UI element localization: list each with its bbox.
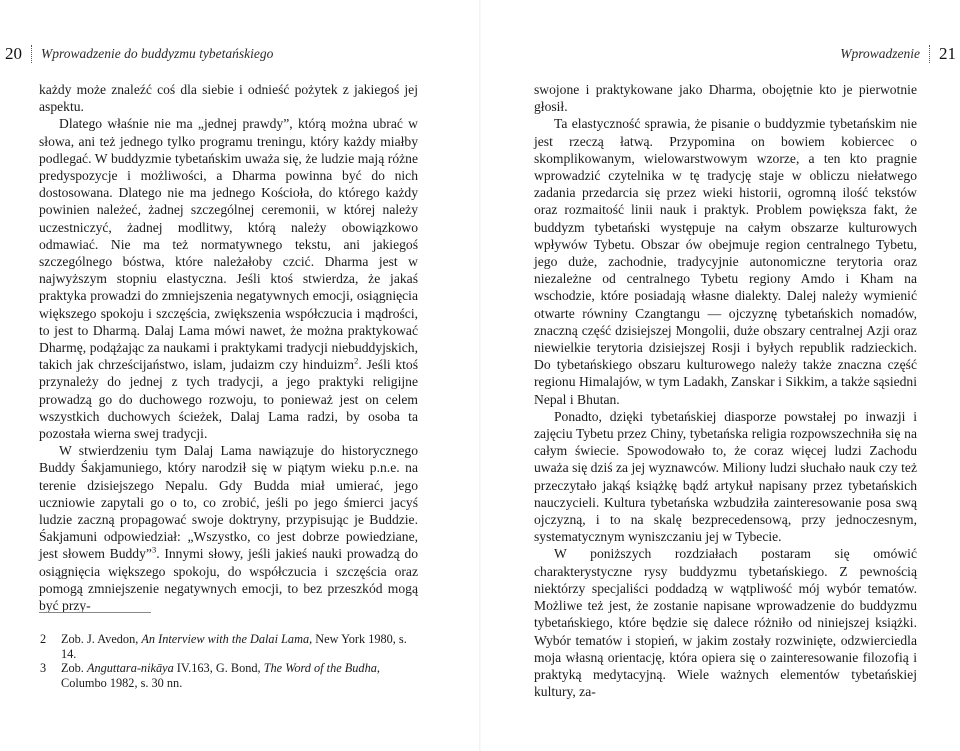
footnote-title: An Interview with the Dalai Lama	[141, 632, 310, 646]
left-page	[0, 0, 479, 751]
paragraph: W poniższych rozdziałach postaram się omówić charakterystyczne rysy buddyzmu tybetańskiego. Z pewnością niektórzy specjaliści poddadzą w wątpliwość mój wybór tematów. Możliwe też jest, że zostanie napisane wprowadzenie do buddyzmu tybetańskiego, które będzie się dalece różniło od niniejszej książki. Wybór tematów i stopień, w jakim zostały rozwinięte, odzwierciedla moja własną orientację, która opiera się o zainteresowanie filozofią i praktyką medytacyjną. Wiele ważnych elementów tybetańskiej kultury, za-	[534, 546, 917, 700]
running-head: Wprowadzenie do buddyzmu tybetańskiego	[41, 46, 274, 61]
paragraph: Ponadto, dzięki tybetańskiej diasporze powstałej po inwazji i zajęciu Tybetu przez Chiny, tybetańska religia rozpowszechniła się na całym świecie. Spowodowało to, że coraz więcej ludzi Zachodu uważa się dziś za jej wyznawców. Miliony ludzi słuchało nauk czy też przeczytało jakąś książkę bądź artykuł napisany przez tybetańskich nauczycieli. Kultura tybetańska wzbudziła zainteresowanie posa swą ojczyzną, i to na skalę bezprecedensową, przy jednoczesnym, systematycznym wyniszczaniu jej w Tybecie.	[534, 408, 917, 545]
footnote-text	[61, 632, 421, 661]
footnote-number: 2	[40, 632, 47, 646]
paragraph: każdy może znaleźć coś dla siebie i odnieść pożytek z jakiegoś jej aspektu.	[39, 82, 418, 115]
left-page-header	[5, 44, 273, 64]
paragraph: swojone i praktykowane jako Dharma, obojętnie kto je pierwotnie głosił.	[534, 82, 917, 115]
paragraph-text: . Jeśli ktoś przynależy do jednej z tych tradycji, a jego praktyki religijne prowadzą go do duchowego rozwoju, to ponieważ jest on celem wszystkich duchowych ścieżek, Dalaj Lama radzi, by osoba ta pozostała wierna swej tradycji.	[39, 357, 418, 442]
footnote-number: 3	[40, 661, 47, 676]
paragraph-text: W stwierdzeniu tym Dalaj Lama nawiązuje do historycznego Buddy Śakjamuniego, który narodził się w piątym wieku p.n.e. na terenie dzisiejszego Nepalu. Gdy Budda miał umierać, jego uczniowie zapytali go o to, co zrobić, jeśli po jego śmierci jacyś ludzie zaczną propagować swoje doktryny, przypisując je Buddzie. Śakjamuni odpowiedział: „Wszystko, co jest dobrze powiedziane, jest słowem Buddy”	[39, 443, 418, 562]
footnotes	[39, 632, 421, 690]
header-separator	[929, 45, 930, 63]
footnote-title: The Word of the Budha	[263, 661, 377, 676]
right-page-body	[534, 81, 917, 700]
footnote-divider	[39, 612, 151, 613]
footnote-text-part: IV.163, G. Bond,	[173, 661, 264, 676]
footnote-text	[61, 661, 421, 690]
paragraph: Ta elastyczność sprawia, że pisanie o buddyzmie tybetańskim nie jest rzeczą łatwą. Przypomina on bowiem kobiercec o skomplikowanym, wielowarstwowym wzorze, a ten kto pragnie wprowadzić czytelnika w tę tradycję staje w obliczu niełatwego zadania przedarcia się przez wieki historii, ogromną ilość tekstów oraz rozmaitość linii nauk i praktyk. Problem powiększa fakt, że buddyzm tybetański występuje na całym obszarze kulturowych wpływów Tybetu. Obszar ów obejmuje region centralnego Tybetu, jego duże, zachodnie, tradycyjnie autonomiczne terytoria oraz niezależne od centralnego Tybetu regiony Amdo i Kham na wschodzie, które posiadają własne dialekty. Dalej należy wymienić otwarte równiny Czangtangu — ojczyznę tybetańskich nomadów, znaczną część dzisiejszej Mongolii, duże obszary centralnej Azji oraz niewielkie terytoria dzisiejszej Rosji i byłych republik radzieckich. Do tybetańskiego obszaru kulturowego należy także znaczna część regionu Himalajów, w tym Ladakh, Zanskar i Sikkim, a także sąsiedni Nepal i Bhutan.	[534, 116, 917, 407]
footnote	[39, 661, 421, 690]
header-separator	[31, 45, 32, 63]
right-page-header	[840, 44, 956, 64]
footnote-text-part: , Columbo 1982, s. 30 nn.	[61, 661, 380, 690]
paragraph-text: . Innymi słowy, jeśli jakieś nauki prowadzą do osiągnięcia większego spokoju, do współczucia i szczęścia oraz pomogą zmniejszenie negatywnych emocji, to bez przeszkód mogą być przy-	[39, 546, 418, 614]
footnote-text-part: Zob.	[61, 661, 87, 676]
right-page	[481, 0, 960, 751]
left-page-body	[39, 81, 418, 614]
footnote-ref[interactable]: 3	[151, 544, 157, 555]
paragraph	[39, 115, 418, 442]
footnote	[39, 632, 421, 661]
footnote-text-part: Zob. J. Avedon,	[61, 632, 142, 646]
paragraph-text: Dlatego właśnie nie ma „jednej prawdy”, którą można ubrać w słowa, ani też jednego tylko programu treningu, który każdy miałby podlegać. W buddyzmie tybetańskim uważa się, że ludzie mają różne predyspozycje i możliwości, a Dharma powinna być do nich dostosowana. Dlatego nie ma jednego Kościoła, do którego każdy powinien należeć, żadnej szczególnej ceremonii, w której należy uczestniczyć, żadnej modlitwy, którą należy obowiązkowo odmawiać. Nie ma też normatywnego tekstu, ani jakiegoś szczególnego bóstwa, które należałoby czcić. Dharma jest w najwyższym stopniu elastyczna. Jeśli ktoś stwierdza, że jakaś praktyka prowadzi do zmniejszenia negatywnych emocji, osiągnięcia większego spokoju i szczęścia, zwiększenia współczucia i mądrości, to jest to Dharmą. Dalaj Lama mówi nawet, że można praktykować Dharmę, podążając za naukami i praktykami tradycji niebuddyjskich, takich jak chrześcijaństwo, islam, judaizm czy hinduizm	[39, 116, 418, 373]
footnote-ref[interactable]: 2	[354, 355, 359, 366]
footnote-title: Anguttara-nikāya	[86, 661, 174, 676]
page-number: 21	[939, 44, 956, 63]
footnote-text-part: , New York 1980, s. 14.	[61, 632, 407, 661]
page-number: 20	[5, 44, 22, 63]
paragraph	[39, 442, 418, 614]
running-head: Wprowadzenie	[840, 46, 920, 61]
